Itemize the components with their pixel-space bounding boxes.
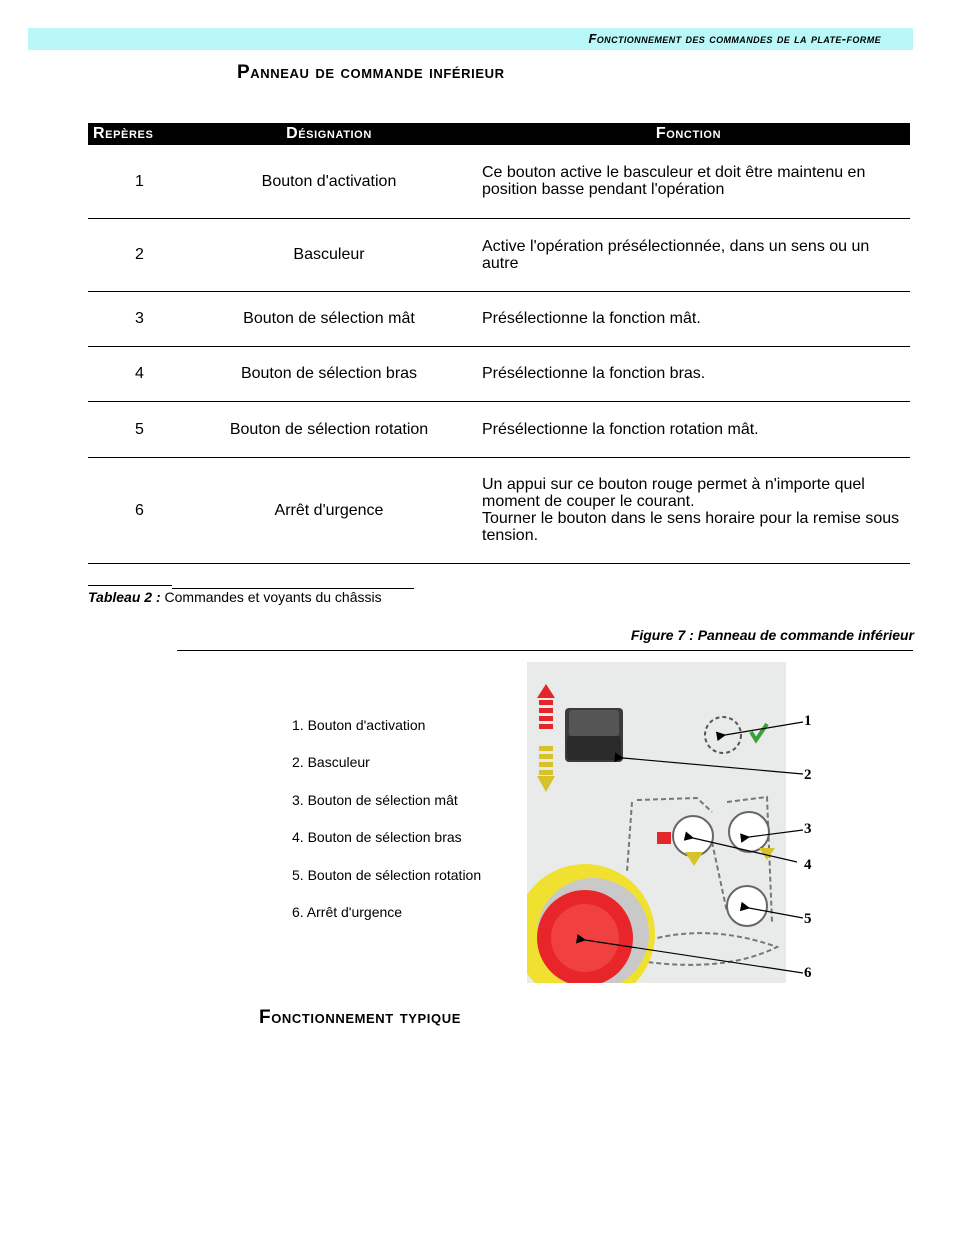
legend-item: 6. Arrêt d'urgence <box>292 904 403 920</box>
row-function <box>467 218 910 291</box>
row-designation: Arrêt d'urgence <box>191 457 467 563</box>
legend-item: 3. Bouton de sélection mât <box>292 792 458 808</box>
table-caption-label: Tableau 2 : <box>88 589 161 605</box>
header-title: Fonctionnement des commandes de la plate-forme <box>588 31 881 46</box>
table-row <box>88 457 910 563</box>
row-function <box>467 145 910 218</box>
table-caption <box>88 589 382 605</box>
col-header-reperes: Repères <box>88 123 191 145</box>
callout-label: 2 <box>804 767 812 783</box>
table-row <box>88 346 910 401</box>
row-designation: Basculeur <box>191 218 467 291</box>
row-function <box>467 291 910 346</box>
table-row <box>88 401 910 457</box>
callout-label: 5 <box>804 911 812 927</box>
row-number: 4 <box>88 346 191 401</box>
function-line: Présélectionne la fonction mât. <box>482 310 701 327</box>
callout-label: 3 <box>804 821 812 837</box>
callout-label: 1 <box>804 713 812 729</box>
row-number: 2 <box>88 218 191 291</box>
row-designation: Bouton d'activation <box>191 145 467 218</box>
row-function <box>467 346 910 401</box>
function-line: Présélectionne la fonction bras. <box>482 365 706 382</box>
callout-line-5 <box>749 908 803 918</box>
table-row <box>88 291 910 346</box>
legend-item: 2. Basculeur <box>292 754 370 770</box>
table-header-row <box>88 123 910 145</box>
function-line: Un appui sur ce bouton rouge permet à n'importe quel moment de couper le courant. <box>482 476 865 510</box>
row-number: 3 <box>88 291 191 346</box>
function-line: Active l'opération présélectionnée, dans un sens ou un autre <box>482 237 870 272</box>
row-designation: Bouton de sélection mât <box>191 291 467 346</box>
row-number: 6 <box>88 457 191 563</box>
col-header-designation: Désignation <box>191 123 467 145</box>
function-line: Tourner le bouton dans le sens horaire pour la remise sous tension. <box>482 510 900 544</box>
header-band <box>28 28 913 50</box>
callout-label: 6 <box>804 965 812 981</box>
table-row <box>88 145 910 218</box>
row-function <box>467 457 910 563</box>
callout-line-2 <box>623 758 803 774</box>
row-number: 5 <box>88 401 191 457</box>
figure-rule <box>177 650 913 651</box>
table-caption-text: Commandes et voyants du châssis <box>160 589 382 605</box>
callout-line-3 <box>749 830 803 837</box>
callout-label: 4 <box>804 857 812 873</box>
legend-item: 5. Bouton de sélection rotation <box>292 867 482 883</box>
section-title-lower-panel: Panneau de commande inférieur <box>237 62 505 83</box>
row-function <box>467 401 910 457</box>
legend-item: 4. Bouton de sélection bras <box>292 829 462 845</box>
table-row <box>88 218 910 291</box>
function-line: Présélectionne la fonction rotation mât. <box>482 420 759 438</box>
section-title-typical-operation: Fonctionnement typique <box>259 1007 461 1028</box>
legend-item: 1. Bouton d'activation <box>292 717 426 733</box>
col-header-fonction: Fonction <box>467 123 910 145</box>
row-number: 1 <box>88 145 191 218</box>
callout-line-6 <box>585 940 803 973</box>
callout-lines <box>527 662 827 992</box>
figure-title: Figure 7 : Panneau de commande inférieur <box>630 627 914 643</box>
row-designation: Bouton de sélection rotation <box>191 401 467 457</box>
row-designation: Bouton de sélection bras <box>191 346 467 401</box>
caption-rule-short <box>88 585 172 586</box>
controls-table <box>88 123 910 564</box>
function-line: Ce bouton active le basculeur et doit être maintenu en position basse pendant l'opération <box>482 164 866 199</box>
callout-line-1 <box>725 722 803 735</box>
callout-line-4 <box>693 838 797 862</box>
